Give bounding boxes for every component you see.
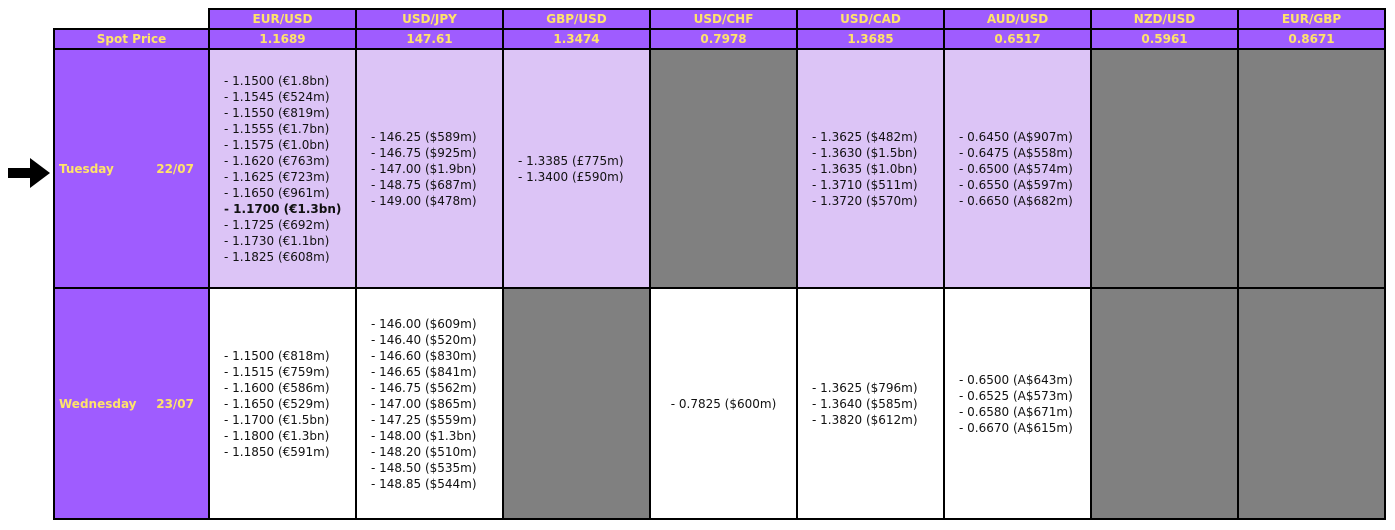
spot-price-gbpusd: 1.3474 [503,29,650,49]
expiry-cell-empty [1091,288,1238,519]
expiry-level-item: - 1.1730 (€1.1bn) [224,233,330,248]
expiry-level-item: - 148.85 ($544m) [371,476,477,491]
expiry-level-item: - 1.3400 (£590m) [518,169,624,184]
expiry-level-item: - 1.3710 ($511m) [812,177,918,192]
expiry-level-item: - 1.3385 (£775m) [518,153,624,168]
expiry-level-item: - 147.00 ($1.9bn) [371,161,477,176]
expiry-cell [209,288,356,519]
pair-header-nzdusd: NZD/USD [1091,9,1238,29]
expiry-cell [503,49,650,288]
expiry-level-item: - 1.1575 (€1.0bn) [224,137,330,152]
spot-price-nzdusd: 0.5961 [1091,29,1238,49]
expiry-level-item: - 1.1725 (€692m) [224,217,330,232]
expiry-level-item: - 1.1500 (€818m) [224,348,330,363]
expiry-level-list [798,129,943,209]
pair-header-audusd: AUD/USD [944,9,1091,29]
expiry-level-item: - 0.6550 (A$597m) [959,177,1073,192]
expiry-level-list [357,129,502,209]
day-name: Wednesday [59,396,137,411]
expiry-level-item: - 146.25 ($589m) [371,129,477,144]
expiry-level-item: - 1.3625 ($796m) [812,380,918,395]
expiry-level-item: - 0.6475 (A$558m) [959,145,1073,160]
spot-price-usdchf: 0.7978 [650,29,797,49]
expiry-cell-empty [1238,49,1385,288]
expiry-level-list [357,316,502,492]
expiry-level-list [945,129,1090,209]
expiry-cell [944,49,1091,288]
expiry-level-item: - 1.1650 (€529m) [224,396,330,411]
spot-price-label: Spot Price [54,29,209,49]
expiry-cell [209,49,356,288]
pair-header-eurgbp: EUR/GBP [1238,9,1385,29]
spot-price-usdcad: 1.3685 [797,29,944,49]
expiry-level-item: - 0.7825 ($600m) [670,396,777,411]
expiry-level-item: - 0.6450 (A$907m) [959,129,1073,144]
expiry-level-item: - 0.6670 (A$615m) [959,420,1073,435]
expiry-level-item: - 0.6500 (A$574m) [959,161,1073,176]
fx-options-expiries-table [53,8,1386,520]
expiry-cell [356,49,503,288]
expiry-level-item: - 1.1850 (€591m) [224,444,330,459]
expiry-cell [650,288,797,519]
expiry-level-item: - 146.65 ($841m) [371,364,477,379]
expiry-level-item: - 1.3630 ($1.5bn) [812,145,918,160]
expiry-level-item: - 148.00 ($1.3bn) [371,428,477,443]
expiry-level-item: - 148.75 ($687m) [371,177,477,192]
expiry-level-list [504,153,649,185]
day-label-cell [54,288,209,519]
expiry-level-item: - 0.6580 (A$671m) [959,404,1073,419]
expiry-cell [944,288,1091,519]
expiry-level-item: - 148.20 ($510m) [371,444,477,459]
expiry-level-item: - 1.3635 ($1.0bn) [812,161,918,176]
corner-blank [54,9,209,29]
expiry-cell [797,49,944,288]
expiry-level-item: - 146.40 ($520m) [371,332,477,347]
spot-price-eurusd: 1.1689 [209,29,356,49]
pair-header-gbpusd: GBP/USD [503,9,650,29]
expiry-level-list [798,380,943,428]
expiry-level-item: - 1.3625 ($482m) [812,129,918,144]
expiry-level-item: - 1.1620 (€763m) [224,153,330,168]
pair-header-usdcad: USD/CAD [797,9,944,29]
expiry-level-list [945,372,1090,436]
expiry-level-list [651,396,796,412]
spot-price-row [54,29,1385,49]
expiry-level-item: - 146.75 ($925m) [371,145,477,160]
expiry-cell-empty [1238,288,1385,519]
expiry-level-item: - 1.1825 (€608m) [224,249,330,264]
expiry-level-item: - 1.1700 (€1.3bn) [224,201,342,216]
expiry-level-item: - 1.1600 (€586m) [224,380,330,395]
pair-header-eurusd: EUR/USD [209,9,356,29]
expiry-level-item: - 146.75 ($562m) [371,380,477,395]
expiry-cell-empty [503,288,650,519]
expiry-level-list [210,73,355,265]
expiry-level-list [210,348,355,460]
day-date: 22/07 [156,161,194,176]
expiry-cell [797,288,944,519]
expiry-level-item: - 148.50 ($535m) [371,460,477,475]
expiry-cell-empty [1091,49,1238,288]
expiry-level-item: - 1.1555 (€1.7bn) [224,121,330,136]
expiry-level-item: - 0.6650 (A$682m) [959,193,1073,208]
spot-price-audusd: 0.6517 [944,29,1091,49]
expiry-level-item: - 1.1515 (€759m) [224,364,330,379]
expiry-level-item: - 1.3640 ($585m) [812,396,918,411]
arrow-right-icon [8,158,50,188]
expiry-cell-empty [650,49,797,288]
day-label-cell [54,49,209,288]
expiry-level-item: - 0.6525 (A$573m) [959,388,1073,403]
expiry-level-item: - 1.1550 (€819m) [224,105,330,120]
expiry-level-item: - 1.1800 (€1.3bn) [224,428,330,443]
expiry-level-item: - 1.1500 (€1.8bn) [224,73,330,88]
expiry-level-item: - 147.00 ($865m) [371,396,477,411]
expiry-level-item: - 1.1700 (€1.5bn) [224,412,330,427]
expiry-row-wednesday [54,288,1385,519]
expiry-level-item: - 1.3720 ($570m) [812,193,918,208]
pair-header-usdchf: USD/CHF [650,9,797,29]
expiry-level-item: - 146.00 ($609m) [371,316,477,331]
expiry-level-item: - 1.1625 (€723m) [224,169,330,184]
expiry-level-item: - 1.1650 (€961m) [224,185,330,200]
spot-price-eurgbp: 0.8671 [1238,29,1385,49]
day-date: 23/07 [156,396,194,411]
pair-header-usdjpy: USD/JPY [356,9,503,29]
expiry-row-tuesday [54,49,1385,288]
expiry-level-item: - 1.1545 (€524m) [224,89,330,104]
expiry-level-item: - 149.00 ($478m) [371,193,477,208]
pair-header-row [54,9,1385,29]
day-name: Tuesday [59,161,114,176]
expiry-level-item: - 146.60 ($830m) [371,348,477,363]
expiry-level-item: - 1.3820 ($612m) [812,412,918,427]
expiry-level-item: - 0.6500 (A$643m) [959,372,1073,387]
expiry-level-item: - 147.25 ($559m) [371,412,477,427]
spot-price-usdjpy: 147.61 [356,29,503,49]
expiry-cell [356,288,503,519]
